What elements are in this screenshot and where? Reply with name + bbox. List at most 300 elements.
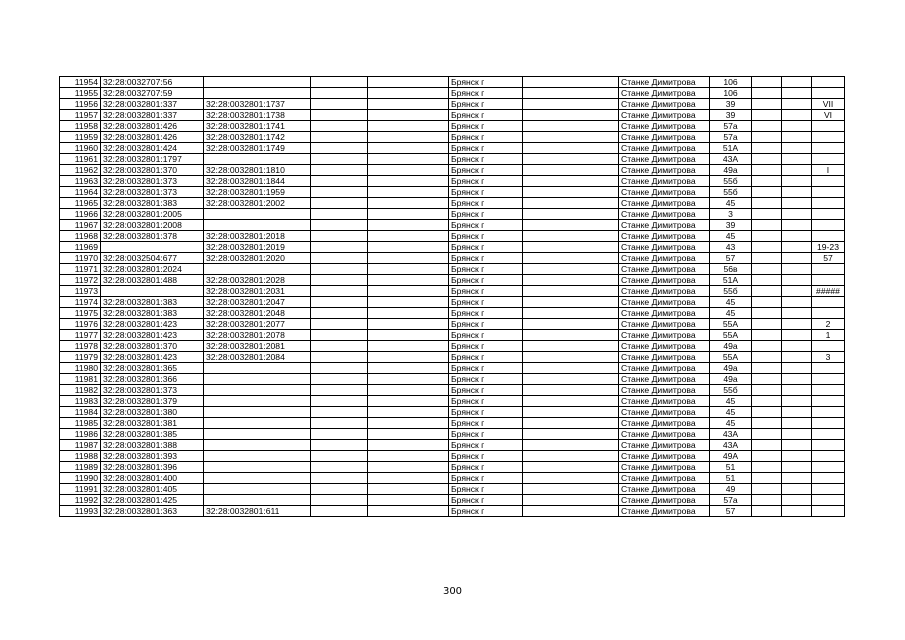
cell-col-empty-5 — [782, 429, 812, 440]
cell-street: Станке Димитрова — [619, 319, 710, 330]
cell-col-empty-5 — [782, 242, 812, 253]
cell-apartment — [812, 341, 845, 352]
cell-street: Станке Димитрова — [619, 198, 710, 209]
cell-col-empty-5 — [782, 506, 812, 517]
cell-sub-cadastral-number: 32:28:0032801:2047 — [204, 297, 311, 308]
cell-row-number: 11984 — [60, 407, 101, 418]
cell-col-empty-3 — [523, 385, 619, 396]
cell-col-empty-2 — [368, 253, 449, 264]
cell-street: Станке Димитрова — [619, 473, 710, 484]
cell-col-empty-5 — [782, 121, 812, 132]
cell-col-empty-3 — [523, 440, 619, 451]
cell-apartment — [812, 495, 845, 506]
cell-sub-cadastral-number — [204, 363, 311, 374]
cell-apartment — [812, 407, 845, 418]
cell-col-empty-3 — [523, 264, 619, 275]
cell-apartment — [812, 429, 845, 440]
cell-col-empty-5 — [782, 385, 812, 396]
cell-col-empty-1 — [311, 352, 368, 363]
cell-col-empty-5 — [782, 110, 812, 121]
cell-house-number: 45 — [710, 297, 752, 308]
cell-city: Брянск г — [449, 231, 523, 242]
cell-col-empty-4 — [752, 462, 782, 473]
cell-sub-cadastral-number — [204, 484, 311, 495]
cell-apartment — [812, 462, 845, 473]
cell-cadastral-number: 32:28:0032801:423 — [101, 319, 204, 330]
cell-house-number: 106 — [710, 88, 752, 99]
cell-col-empty-4 — [752, 121, 782, 132]
cell-street: Станке Димитрова — [619, 121, 710, 132]
cell-col-empty-1 — [311, 275, 368, 286]
cell-house-number: 51А — [710, 275, 752, 286]
cell-cadastral-number: 32:28:0032801:388 — [101, 440, 204, 451]
cell-cadastral-number: 32:28:0032801:381 — [101, 418, 204, 429]
cell-apartment — [812, 231, 845, 242]
cell-city: Брянск г — [449, 187, 523, 198]
cell-col-empty-5 — [782, 396, 812, 407]
cell-col-empty-2 — [368, 374, 449, 385]
table-row — [60, 341, 845, 352]
cell-cadastral-number: 32:28:0032801:373 — [101, 187, 204, 198]
cell-col-empty-1 — [311, 143, 368, 154]
cell-apartment — [812, 473, 845, 484]
cell-col-empty-5 — [782, 220, 812, 231]
cell-col-empty-5 — [782, 253, 812, 264]
cell-col-empty-1 — [311, 165, 368, 176]
cell-city: Брянск г — [449, 429, 523, 440]
cell-col-empty-2 — [368, 462, 449, 473]
cell-sub-cadastral-number — [204, 407, 311, 418]
cell-col-empty-3 — [523, 154, 619, 165]
cell-row-number: 11976 — [60, 319, 101, 330]
cell-col-empty-4 — [752, 451, 782, 462]
cell-cadastral-number: 32:28:0032707:56 — [101, 77, 204, 88]
cell-apartment — [812, 121, 845, 132]
table-row — [60, 396, 845, 407]
cell-col-empty-2 — [368, 396, 449, 407]
cell-col-empty-4 — [752, 418, 782, 429]
cell-col-empty-4 — [752, 506, 782, 517]
table-row — [60, 110, 845, 121]
cell-city: Брянск г — [449, 506, 523, 517]
cell-apartment — [812, 132, 845, 143]
cell-apartment — [812, 187, 845, 198]
cell-sub-cadastral-number: 32:28:0032801:1810 — [204, 165, 311, 176]
cell-col-empty-5 — [782, 374, 812, 385]
cell-col-empty-3 — [523, 330, 619, 341]
cell-apartment: VI — [812, 110, 845, 121]
cell-house-number: 51А — [710, 143, 752, 154]
cell-city: Брянск г — [449, 77, 523, 88]
cell-sub-cadastral-number — [204, 473, 311, 484]
cell-col-empty-1 — [311, 484, 368, 495]
cell-apartment — [812, 154, 845, 165]
cell-col-empty-3 — [523, 473, 619, 484]
cell-col-empty-4 — [752, 385, 782, 396]
cell-street: Станке Димитрова — [619, 297, 710, 308]
cell-col-empty-4 — [752, 209, 782, 220]
cell-col-empty-1 — [311, 297, 368, 308]
cell-street: Станке Димитрова — [619, 407, 710, 418]
table-row — [60, 165, 845, 176]
table-row — [60, 330, 845, 341]
cell-apartment — [812, 308, 845, 319]
cell-cadastral-number: 32:28:0032801:2024 — [101, 264, 204, 275]
cell-row-number: 11971 — [60, 264, 101, 275]
cell-col-empty-1 — [311, 462, 368, 473]
cell-cadastral-number: 32:28:0032801:337 — [101, 110, 204, 121]
table-row — [60, 121, 845, 132]
cell-house-number: 49А — [710, 451, 752, 462]
cell-house-number: 3 — [710, 209, 752, 220]
cell-col-empty-1 — [311, 451, 368, 462]
cell-col-empty-1 — [311, 231, 368, 242]
cell-col-empty-1 — [311, 198, 368, 209]
cell-cadastral-number: 32:28:0032801:426 — [101, 121, 204, 132]
cell-cadastral-number: 32:28:0032801:423 — [101, 330, 204, 341]
cell-cadastral-number: 32:28:0032801:400 — [101, 473, 204, 484]
cell-cadastral-number: 32:28:0032801:370 — [101, 165, 204, 176]
table-row — [60, 385, 845, 396]
cell-sub-cadastral-number — [204, 374, 311, 385]
cell-house-number: 57а — [710, 495, 752, 506]
cell-cadastral-number: 32:28:0032801:393 — [101, 451, 204, 462]
cell-street: Станке Димитрова — [619, 88, 710, 99]
table-row — [60, 363, 845, 374]
cell-sub-cadastral-number — [204, 396, 311, 407]
cell-col-empty-4 — [752, 396, 782, 407]
cell-row-number: 11980 — [60, 363, 101, 374]
cell-col-empty-2 — [368, 440, 449, 451]
cell-house-number: 39 — [710, 99, 752, 110]
cell-col-empty-3 — [523, 352, 619, 363]
cell-city: Брянск г — [449, 154, 523, 165]
cell-col-empty-1 — [311, 319, 368, 330]
cell-street: Станке Димитрова — [619, 165, 710, 176]
cell-col-empty-5 — [782, 352, 812, 363]
cell-city: Брянск г — [449, 220, 523, 231]
table-row — [60, 451, 845, 462]
cell-row-number: 11960 — [60, 143, 101, 154]
cell-house-number: 43А — [710, 440, 752, 451]
cell-col-empty-3 — [523, 176, 619, 187]
cell-house-number: 56в — [710, 264, 752, 275]
cell-house-number: 55А — [710, 330, 752, 341]
cell-col-empty-4 — [752, 352, 782, 363]
cell-row-number: 11979 — [60, 352, 101, 363]
table-row — [60, 242, 845, 253]
cell-cadastral-number: 32:28:0032707:59 — [101, 88, 204, 99]
cell-row-number: 11983 — [60, 396, 101, 407]
cell-house-number: 43 — [710, 242, 752, 253]
cell-row-number: 11993 — [60, 506, 101, 517]
cell-cadastral-number: 32:28:0032801:425 — [101, 495, 204, 506]
cell-city: Брянск г — [449, 418, 523, 429]
cell-city: Брянск г — [449, 264, 523, 275]
cell-sub-cadastral-number — [204, 418, 311, 429]
cell-col-empty-3 — [523, 231, 619, 242]
cell-col-empty-4 — [752, 473, 782, 484]
cell-city: Брянск г — [449, 176, 523, 187]
cell-apartment — [812, 275, 845, 286]
cell-street: Станке Димитрова — [619, 440, 710, 451]
table-row — [60, 495, 845, 506]
cell-apartment — [812, 484, 845, 495]
cell-row-number: 11985 — [60, 418, 101, 429]
cell-sub-cadastral-number: 32:28:0032801:1749 — [204, 143, 311, 154]
cell-sub-cadastral-number: 32:28:0032801:611 — [204, 506, 311, 517]
cell-cadastral-number — [101, 286, 204, 297]
cell-col-empty-3 — [523, 187, 619, 198]
cell-col-empty-5 — [782, 495, 812, 506]
cell-house-number: 45 — [710, 308, 752, 319]
cell-cadastral-number: 32:28:0032801:383 — [101, 308, 204, 319]
cell-apartment — [812, 506, 845, 517]
cell-col-empty-3 — [523, 396, 619, 407]
cell-row-number: 11963 — [60, 176, 101, 187]
cell-row-number: 11972 — [60, 275, 101, 286]
table-row — [60, 374, 845, 385]
cell-col-empty-2 — [368, 495, 449, 506]
page-number: 300 — [442, 586, 463, 597]
cell-col-empty-4 — [752, 220, 782, 231]
cell-col-empty-1 — [311, 242, 368, 253]
cell-col-empty-4 — [752, 242, 782, 253]
cell-city: Брянск г — [449, 363, 523, 374]
cell-col-empty-4 — [752, 440, 782, 451]
table-body — [60, 77, 845, 517]
cell-col-empty-2 — [368, 154, 449, 165]
cell-col-empty-5 — [782, 231, 812, 242]
cell-col-empty-4 — [752, 308, 782, 319]
cell-street: Станке Димитрова — [619, 253, 710, 264]
cell-cadastral-number: 32:28:0032801:378 — [101, 231, 204, 242]
cell-col-empty-4 — [752, 429, 782, 440]
cell-col-empty-1 — [311, 407, 368, 418]
table-row — [60, 77, 845, 88]
cell-row-number: 11974 — [60, 297, 101, 308]
cell-col-empty-2 — [368, 484, 449, 495]
table-row — [60, 484, 845, 495]
cell-street: Станке Димитрова — [619, 264, 710, 275]
cell-street: Станке Димитрова — [619, 209, 710, 220]
cell-sub-cadastral-number — [204, 440, 311, 451]
cell-city: Брянск г — [449, 407, 523, 418]
cell-city: Брянск г — [449, 308, 523, 319]
cell-col-empty-1 — [311, 121, 368, 132]
cell-col-empty-4 — [752, 407, 782, 418]
cell-row-number: 11982 — [60, 385, 101, 396]
cell-col-empty-2 — [368, 242, 449, 253]
cell-house-number: 106 — [710, 77, 752, 88]
cell-col-empty-5 — [782, 275, 812, 286]
cell-row-number: 11986 — [60, 429, 101, 440]
cell-city: Брянск г — [449, 484, 523, 495]
cell-house-number: 45 — [710, 407, 752, 418]
cell-city: Брянск г — [449, 396, 523, 407]
cell-house-number: 43А — [710, 154, 752, 165]
cell-col-empty-1 — [311, 396, 368, 407]
cell-house-number: 57 — [710, 253, 752, 264]
cell-col-empty-1 — [311, 77, 368, 88]
cell-col-empty-5 — [782, 286, 812, 297]
cell-street: Станке Димитрова — [619, 495, 710, 506]
cell-sub-cadastral-number: 32:28:0032801:2048 — [204, 308, 311, 319]
cell-apartment — [812, 297, 845, 308]
cell-apartment: I — [812, 165, 845, 176]
cell-apartment — [812, 385, 845, 396]
cell-col-empty-1 — [311, 341, 368, 352]
cell-col-empty-2 — [368, 99, 449, 110]
table-row — [60, 275, 845, 286]
table-row — [60, 462, 845, 473]
cell-col-empty-3 — [523, 121, 619, 132]
cell-col-empty-1 — [311, 132, 368, 143]
cell-cadastral-number: 32:28:0032801:383 — [101, 297, 204, 308]
cell-street: Станке Димитрова — [619, 385, 710, 396]
cell-col-empty-1 — [311, 385, 368, 396]
cell-city: Брянск г — [449, 99, 523, 110]
cell-col-empty-5 — [782, 484, 812, 495]
cell-col-empty-3 — [523, 418, 619, 429]
cell-row-number: 11973 — [60, 286, 101, 297]
cell-city: Брянск г — [449, 352, 523, 363]
cell-col-empty-5 — [782, 77, 812, 88]
cell-cadastral-number: 32:28:0032801:385 — [101, 429, 204, 440]
cell-street: Станке Димитрова — [619, 418, 710, 429]
cell-col-empty-5 — [782, 264, 812, 275]
table-row — [60, 352, 845, 363]
cell-sub-cadastral-number — [204, 88, 311, 99]
cell-city: Брянск г — [449, 374, 523, 385]
cell-house-number: 55б — [710, 286, 752, 297]
cell-col-empty-2 — [368, 385, 449, 396]
cell-city: Брянск г — [449, 143, 523, 154]
cell-street: Станке Димитрова — [619, 363, 710, 374]
cell-col-empty-3 — [523, 132, 619, 143]
cell-house-number: 45 — [710, 418, 752, 429]
cell-city: Брянск г — [449, 385, 523, 396]
cell-house-number: 57а — [710, 132, 752, 143]
cell-row-number: 11958 — [60, 121, 101, 132]
cell-row-number: 11978 — [60, 341, 101, 352]
data-table — [59, 76, 845, 517]
cell-col-empty-2 — [368, 429, 449, 440]
cell-city: Брянск г — [449, 297, 523, 308]
cell-col-empty-5 — [782, 363, 812, 374]
cell-col-empty-4 — [752, 132, 782, 143]
cell-cadastral-number: 32:28:0032801:426 — [101, 132, 204, 143]
cell-col-empty-4 — [752, 110, 782, 121]
cell-col-empty-3 — [523, 99, 619, 110]
cell-apartment — [812, 143, 845, 154]
table-row — [60, 143, 845, 154]
cell-col-empty-2 — [368, 473, 449, 484]
cell-col-empty-1 — [311, 264, 368, 275]
cell-col-empty-4 — [752, 341, 782, 352]
cell-col-empty-3 — [523, 341, 619, 352]
table-row — [60, 418, 845, 429]
cell-col-empty-3 — [523, 429, 619, 440]
cell-col-empty-4 — [752, 297, 782, 308]
cell-house-number: 55А — [710, 319, 752, 330]
cell-street: Станке Димитрова — [619, 132, 710, 143]
cell-col-empty-3 — [523, 242, 619, 253]
cell-sub-cadastral-number: 32:28:0032801:2081 — [204, 341, 311, 352]
cell-cadastral-number: 32:28:0032801:424 — [101, 143, 204, 154]
cell-apartment — [812, 418, 845, 429]
cell-sub-cadastral-number: 32:28:0032801:1742 — [204, 132, 311, 143]
cell-city: Брянск г — [449, 132, 523, 143]
cell-col-empty-1 — [311, 154, 368, 165]
cell-cadastral-number: 32:28:0032801:379 — [101, 396, 204, 407]
cell-street: Станке Димитрова — [619, 176, 710, 187]
cell-col-empty-3 — [523, 88, 619, 99]
cell-house-number: 49а — [710, 363, 752, 374]
cell-city: Брянск г — [449, 473, 523, 484]
cell-col-empty-1 — [311, 330, 368, 341]
cell-col-empty-4 — [752, 330, 782, 341]
cell-sub-cadastral-number: 32:28:0032801:2031 — [204, 286, 311, 297]
cell-street: Станке Димитрова — [619, 231, 710, 242]
cell-city: Брянск г — [449, 121, 523, 132]
cell-col-empty-3 — [523, 451, 619, 462]
cell-city: Брянск г — [449, 495, 523, 506]
cell-row-number: 11968 — [60, 231, 101, 242]
cell-col-empty-3 — [523, 220, 619, 231]
cell-col-empty-4 — [752, 264, 782, 275]
cell-sub-cadastral-number: 32:28:0032801:2077 — [204, 319, 311, 330]
cell-sub-cadastral-number — [204, 429, 311, 440]
cell-cadastral-number: 32:28:0032504:677 — [101, 253, 204, 264]
cell-city: Брянск г — [449, 165, 523, 176]
cell-apartment — [812, 198, 845, 209]
cell-row-number: 11990 — [60, 473, 101, 484]
cell-col-empty-2 — [368, 198, 449, 209]
cell-cadastral-number: 32:28:0032801:370 — [101, 341, 204, 352]
cell-house-number: 55б — [710, 385, 752, 396]
cell-row-number: 11957 — [60, 110, 101, 121]
cell-house-number: 43А — [710, 429, 752, 440]
table-row — [60, 253, 845, 264]
cell-col-empty-2 — [368, 220, 449, 231]
cell-col-empty-5 — [782, 198, 812, 209]
cell-apartment: 57 — [812, 253, 845, 264]
table-row — [60, 286, 845, 297]
cell-col-empty-4 — [752, 319, 782, 330]
cell-col-empty-3 — [523, 506, 619, 517]
cell-col-empty-5 — [782, 462, 812, 473]
cell-col-empty-5 — [782, 407, 812, 418]
cell-col-empty-2 — [368, 297, 449, 308]
cell-col-empty-1 — [311, 220, 368, 231]
cell-col-empty-5 — [782, 319, 812, 330]
cell-apartment: 1 — [812, 330, 845, 341]
cell-cadastral-number: 32:28:0032801:373 — [101, 176, 204, 187]
cell-row-number: 11977 — [60, 330, 101, 341]
cell-street: Станке Димитрова — [619, 341, 710, 352]
cell-house-number: 55А — [710, 352, 752, 363]
cell-apartment: ##### — [812, 286, 845, 297]
cell-col-empty-1 — [311, 418, 368, 429]
table-row — [60, 99, 845, 110]
cell-col-empty-2 — [368, 418, 449, 429]
cell-sub-cadastral-number — [204, 462, 311, 473]
table-row — [60, 407, 845, 418]
cell-sub-cadastral-number: 32:28:0032801:1737 — [204, 99, 311, 110]
table-row — [60, 440, 845, 451]
cell-sub-cadastral-number: 32:28:0032801:2018 — [204, 231, 311, 242]
